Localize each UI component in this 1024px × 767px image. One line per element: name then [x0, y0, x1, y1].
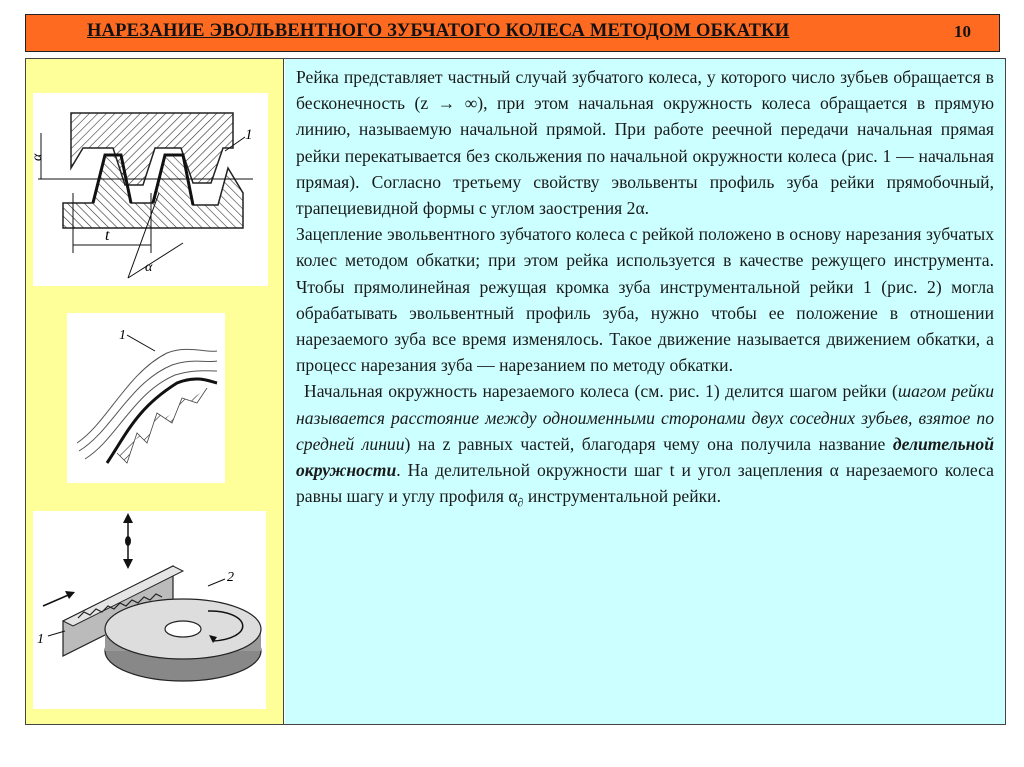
slide-number: 10 [954, 22, 971, 41]
paragraph-3 [296, 378, 994, 516]
figure-rack-gear [30, 93, 268, 286]
p3-part3: . На делительной окружности шаг t и угол зацепления α нарезаемого колеса равны шагу и углу профиля α [296, 460, 994, 507]
p3-part4: инструментальной рейки. [523, 486, 721, 507]
slide-title: НАРЕЗАНИЕ ЭВОЛЬВЕНТНОГО ЗУБЧАТОГО КОЛЕСА МЕТОДОМ ОБКАТКИ [87, 21, 790, 41]
title-bar [25, 14, 1000, 52]
label-1: 1 [245, 127, 253, 143]
alpha-angle-label: α [145, 260, 153, 275]
p3-term: делительной окружности [296, 433, 995, 481]
involute-drawing [67, 313, 225, 483]
paragraph-2: Зацепление эвольвентного зубчатого колеса с рейкой положено в основу нарезания зубчатых колес методом обкатки; при этом рейка используется в качестве режущего инструмента. Чтобы прямолинейная режущая кромка зуба инструментальной рейки 1 (рис. 2) могла обрабатывать эвольвентный профиль зуба, нужно чтобы ее положение в отношении нарезаемого зуба все время изменялось. Такое движение называется движением обкатки, а процесс нарезания зуба — нарезанием по методу обкатки. [296, 224, 994, 376]
fig2-label-1: 1 [119, 328, 126, 343]
rack-gear-drawing [30, 93, 268, 286]
figure-rack-cutter [33, 511, 266, 709]
fig3-label-2: 2 [227, 570, 234, 585]
fig3-label-1: 1 [37, 632, 44, 647]
p3-definition: шагом рейки называется расстояние между одноименными сторонами двух соседних зубьев, взятое по средней линии [296, 381, 995, 454]
paragraph-1: Рейка представляет частный случай зубчатого колеса, у которого число зубьев обращается в бесконечность (z → ∞), при этом начальная окружность колеса обращается в прямую линию, называемую начальной прямой. При работе реечной передачи начальная прямая рейки перекатывается без скольжения по начальной окружности колеса (рис. 1 — начальная прямая). Согласно третьему свойству эвольвенты профиль зуба рейки прямобочный, трапециевидной формы с углом заострения 2α. [296, 67, 994, 219]
pitch-t-label: t [105, 227, 110, 244]
alpha-side-label: α [30, 153, 45, 161]
figure-involute-generation [67, 313, 225, 483]
p3-sub: ∂ [517, 495, 524, 510]
main-text [296, 64, 994, 516]
p3-part1: Начальная окружность нарезаемого колеса (см. рис. 1) делится шагом рейки ( [304, 381, 898, 402]
rack-cutter-drawing [33, 511, 266, 709]
p3-part2: ) на z равных частей, благодаря чему она получила название [404, 433, 893, 454]
